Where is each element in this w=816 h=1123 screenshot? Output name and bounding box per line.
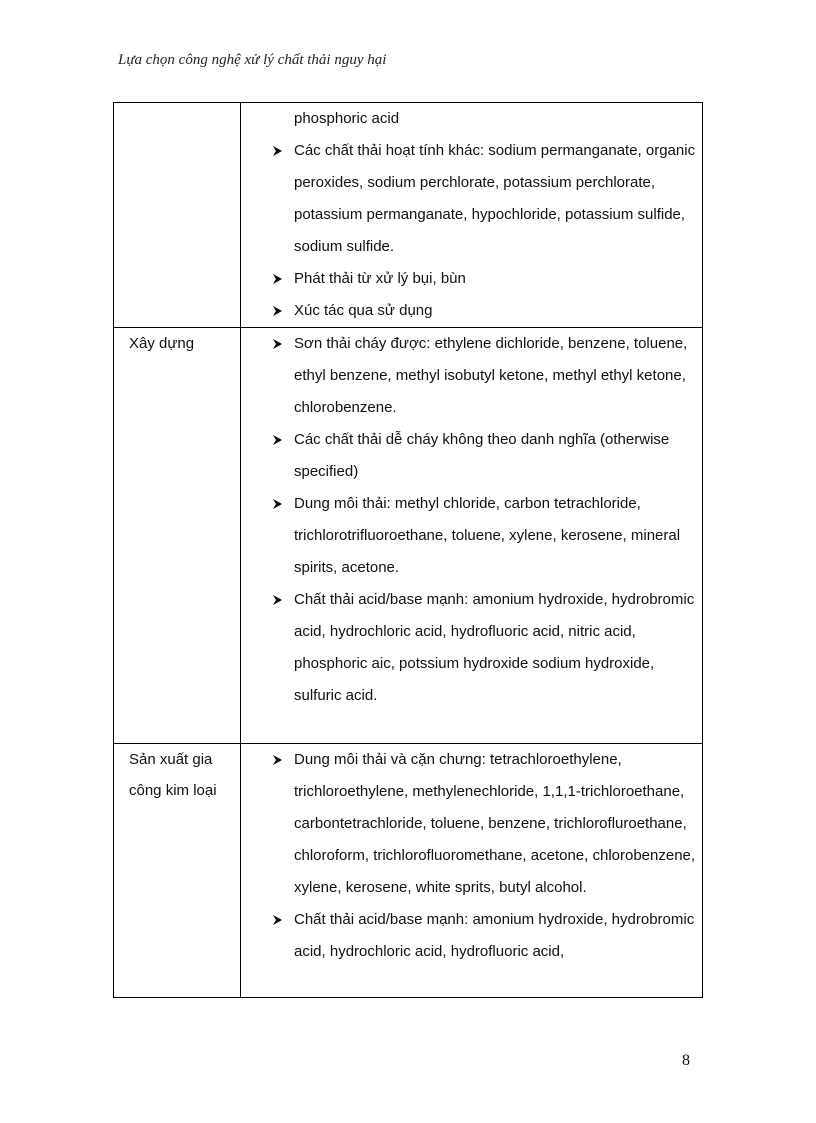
list-item-text: Dung môi thải và cặn chưng: tetrachloroethylene, trichloroethylene, methylenechloride, 1,1,1-trichloroethane, carbontetrachloride, toluene, benzene, trichlorofluroethane, chloroform, trichlorofluoromethane, acetone, chlorobenzene, xylene, kerosene, white sprits, butyl alcohol. xyxy=(294,751,696,896)
category-label: Xây dựng xyxy=(129,335,195,352)
running-header: Lựa chọn công nghệ xử lý chất thải nguy hại xyxy=(118,52,387,68)
list-item xyxy=(241,904,702,968)
table-row xyxy=(114,103,703,328)
list-item-text: Xúc tác qua sử dụng xyxy=(294,302,433,319)
list-item xyxy=(241,744,702,904)
arrowhead-bullet-icon xyxy=(272,135,286,167)
list-item-text: Các chất thải hoạt tính khác: sodium permanganate, organic peroxides, sodium perchlorate, potassium perchlorate, potassium permanganate, hypochloride, potassium sulfide, sodium sulfide. xyxy=(294,142,696,255)
items-cell xyxy=(241,103,703,328)
waste-source-table xyxy=(113,102,703,998)
arrowhead-bullet-icon xyxy=(272,424,286,456)
arrowhead-bullet-icon xyxy=(272,904,286,936)
list-item-text: phosphoric acid xyxy=(294,110,400,127)
arrowhead-bullet-icon xyxy=(272,295,286,327)
list-item-continuation xyxy=(241,103,702,135)
category-cell xyxy=(114,103,241,328)
arrowhead-bullet-icon xyxy=(272,488,286,520)
arrowhead-bullet-icon xyxy=(272,263,286,295)
list-item-text: Dung môi thải: methyl chloride, carbon tetrachloride, trichlorotrifluoroethane, toluene, xylene, kerosene, mineral spirits, acetone. xyxy=(294,495,681,576)
table-row xyxy=(114,744,703,998)
list-item-text: Các chất thải dễ cháy không theo danh nghĩa (otherwise specified) xyxy=(294,431,670,480)
list-item xyxy=(241,488,702,584)
arrowhead-bullet-icon xyxy=(272,584,286,616)
items-cell xyxy=(241,328,703,744)
list-item-text: Chất thải acid/base mạnh: amonium hydroxide, hydrobromic acid, hydrochloric acid, hydrofluoric acid, xyxy=(294,911,695,960)
list-item-text: Sơn thải cháy được: ethylene dichloride, benzene, toluene, ethyl benzene, methyl isobutyl ketone, methyl ethyl ketone, chlorobenzene. xyxy=(294,335,688,416)
arrowhead-bullet-icon xyxy=(272,744,286,776)
category-cell xyxy=(114,328,241,744)
list-item-text: Chất thải acid/base mạnh: amonium hydroxide, hydrobromic acid, hydrochloric acid, hydrofluoric acid, nitric acid, phosphoric aic, potssium hydroxide sodium hydroxide, sulfuric acid. xyxy=(294,591,695,704)
page-number: 8 xyxy=(682,1052,690,1069)
items-cell xyxy=(241,744,703,998)
list-item-text: Phát thải từ xử lý bụi, bùn xyxy=(294,270,466,287)
list-item xyxy=(241,584,702,712)
list-item xyxy=(241,135,702,263)
list-item xyxy=(241,263,702,295)
arrowhead-bullet-icon xyxy=(272,328,286,360)
list-item xyxy=(241,424,702,488)
category-label: Sản xuất gia công kim loại xyxy=(129,751,217,799)
category-cell xyxy=(114,744,241,998)
list-item xyxy=(241,328,702,424)
table-row xyxy=(114,328,703,744)
list-item xyxy=(241,295,702,327)
